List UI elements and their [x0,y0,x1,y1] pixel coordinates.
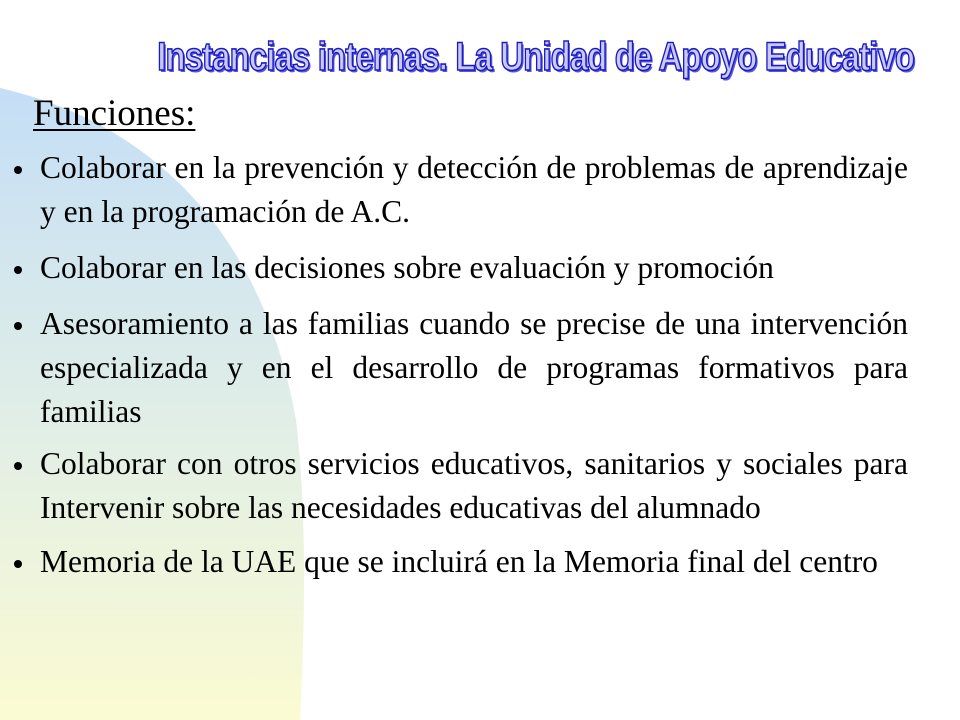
section-heading: Funciones: [33,93,196,134]
bullet-text: Asesoramiento a las familias cuando se precise de una intervención especializada y en el desarrollo de programas formativos para familias [40,306,908,429]
bullet-text: Colaborar con otros servicios educativos, sanitarios y sociales para Intervenir sobre las necesidades educativas del alumnado [40,446,908,525]
slide-title: Instancias internas. La Unidad de Apoyo Educativo [157,35,915,79]
bullet-text: Memoria de la UAE que se incluirá en la Memoria final del centro [40,544,878,579]
bullet-icon [14,462,22,470]
bullet-icon [14,322,22,330]
bullet-text: Colaborar en la prevención y detección de problemas de aprendizaje y en la programación de A.C. [40,150,908,229]
bullet-text: Colaborar en las decisiones sobre evaluación y promoción [40,250,774,285]
bullet-icon [14,266,22,274]
bullet-icon [14,560,22,568]
bullet-icon [14,166,22,174]
